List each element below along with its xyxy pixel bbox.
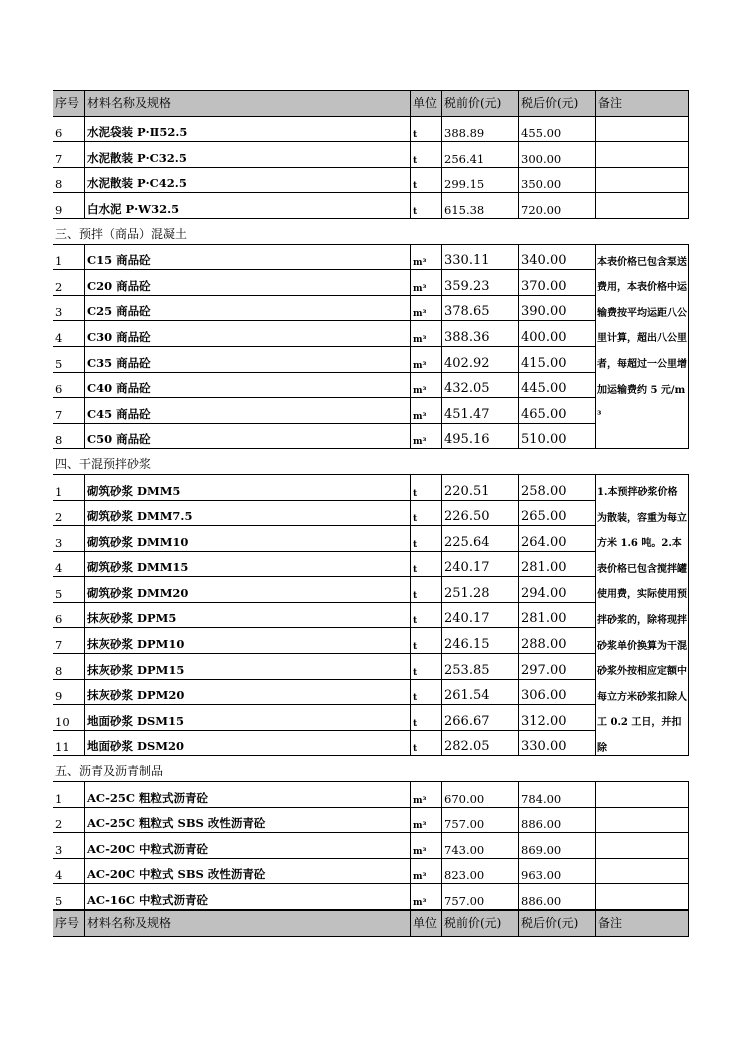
row-name: 砌筑砂浆 DMM7.5 [84,501,410,527]
row-unit: t [410,526,441,552]
row-post-tax: 415.00 [518,347,595,373]
row-name: AC-16C 中粒式沥青砼 [84,884,410,910]
price-table [53,90,689,937]
row-unit: t [410,628,441,654]
row-seq: 11 [53,731,84,757]
section-title [53,449,689,475]
table-row [53,884,689,910]
row-pre-tax: 246.15 [441,628,518,654]
row-pre-tax: 282.05 [441,731,518,757]
table-header-top [53,90,689,117]
row-unit: m³ [410,398,441,424]
row-name: AC-25C 粗粒式 SBS 改性沥青砼 [84,808,410,834]
table-row [53,245,689,271]
row-post-tax: 330.00 [518,731,595,757]
row-seq: 7 [53,628,84,654]
row-seq: 1 [53,245,84,271]
table-row [53,373,689,399]
row-name: 水泥袋装 P·Ⅱ52.5 [84,117,410,143]
row-remark [595,142,689,168]
row-seq: 4 [53,321,84,347]
row-name: 水泥散装 P·C42.5 [84,168,410,194]
row-name: C15 商品砼 [84,245,410,271]
row-unit: m³ [410,808,441,834]
row-seq: 6 [53,603,84,629]
row-post-tax: 350.00 [518,168,595,194]
row-unit: m³ [410,270,441,296]
row-name: C45 商品砼 [84,398,410,424]
table-row [53,552,689,578]
row-name: C50 商品砼 [84,424,410,450]
row-post-tax: 465.00 [518,398,595,424]
row-unit: t [410,731,441,757]
table-header-bottom [53,910,689,937]
table-row [53,833,689,859]
row-pre-tax: 743.00 [441,833,518,859]
row-name: AC-25C 粗粒式沥青砼 [84,782,410,808]
row-pre-tax: 330.11 [441,245,518,271]
section-label: 五、沥青及沥青制品 [55,764,164,779]
row-seq: 3 [53,526,84,552]
row-name: 抹灰砂浆 DPM5 [84,603,410,629]
header-post-tax: 税后价(元) [518,911,595,937]
row-pre-tax: 266.67 [441,705,518,731]
row-post-tax: 265.00 [518,501,595,527]
row-name: 水泥散装 P·C32.5 [84,142,410,168]
table-row [53,705,689,731]
row-post-tax: 288.00 [518,628,595,654]
row-post-tax: 445.00 [518,373,595,399]
header-remark: 备注 [595,911,689,937]
row-seq: 2 [53,808,84,834]
row-seq: 9 [53,193,84,219]
row-remark [595,193,689,219]
row-post-tax: 281.00 [518,552,595,578]
row-unit: m³ [410,296,441,322]
row-post-tax: 312.00 [518,705,595,731]
row-unit: m³ [410,373,441,399]
row-pre-tax: 256.41 [441,142,518,168]
row-seq: 4 [53,859,84,885]
row-seq: 5 [53,577,84,603]
row-unit: m³ [410,347,441,373]
row-post-tax: 886.00 [518,808,595,834]
row-name: 砌筑砂浆 DMM10 [84,526,410,552]
row-post-tax: 963.00 [518,859,595,885]
row-name: 抹灰砂浆 DPM10 [84,628,410,654]
row-pre-tax: 240.17 [441,552,518,578]
row-name: C40 商品砼 [84,373,410,399]
row-seq: 5 [53,347,84,373]
table-row [53,398,689,424]
row-name: AC-20C 中粒式 SBS 改性沥青砼 [84,859,410,885]
row-seq: 8 [53,654,84,680]
table-row [53,603,689,629]
row-seq: 3 [53,833,84,859]
row-post-tax: 400.00 [518,321,595,347]
row-post-tax: 455.00 [518,117,595,143]
row-seq: 10 [53,705,84,731]
header-seq: 序号 [53,91,84,117]
row-unit: t [410,117,441,143]
row-pre-tax: 823.00 [441,859,518,885]
row-pre-tax: 451.47 [441,398,518,424]
row-name: 地面砂浆 DSM20 [84,731,410,757]
row-pre-tax: 359.23 [441,270,518,296]
row-remark [595,884,689,910]
header-name: 材料名称及规格 [84,911,410,937]
row-seq: 9 [53,680,84,706]
row-post-tax: 510.00 [518,424,595,450]
row-name: C30 商品砼 [84,321,410,347]
row-name: C35 商品砼 [84,347,410,373]
row-post-tax: 300.00 [518,142,595,168]
header-remark: 备注 [595,91,689,117]
row-name: 砌筑砂浆 DMM20 [84,577,410,603]
row-name: AC-20C 中粒式沥青砼 [84,833,410,859]
row-pre-tax: 757.00 [441,808,518,834]
table-row [53,270,689,296]
row-unit: t [410,193,441,219]
table-row [53,347,689,373]
row-post-tax: 258.00 [518,475,595,501]
section-title [53,756,689,782]
header-name: 材料名称及规格 [84,91,410,117]
row-pre-tax: 240.17 [441,603,518,629]
row-pre-tax: 388.36 [441,321,518,347]
row-pre-tax: 253.85 [441,654,518,680]
row-remark [595,808,689,834]
section-label: 三、预拌（商品）混凝土 [55,226,188,241]
row-name: 白水泥 P·W32.5 [84,193,410,219]
row-seq: 3 [53,296,84,322]
row-post-tax: 281.00 [518,603,595,629]
row-pre-tax: 432.05 [441,373,518,399]
row-pre-tax: 299.15 [441,168,518,194]
row-name: 抹灰砂浆 DPM15 [84,654,410,680]
row-seq: 8 [53,424,84,450]
row-unit: t [410,501,441,527]
row-post-tax: 297.00 [518,654,595,680]
row-pre-tax: 261.54 [441,680,518,706]
table-row [53,680,689,706]
row-unit: m³ [410,321,441,347]
row-post-tax: 264.00 [518,526,595,552]
row-seq: 5 [53,884,84,910]
table-row [53,501,689,527]
row-name: C25 商品砼 [84,296,410,322]
table-row [53,526,689,552]
header-pre-tax: 税前价(元) [441,911,518,937]
row-pre-tax: 388.89 [441,117,518,143]
row-pre-tax: 757.00 [441,884,518,910]
row-unit: t [410,552,441,578]
table-row [53,193,689,219]
row-unit: m³ [410,424,441,450]
row-post-tax: 306.00 [518,680,595,706]
row-unit: t [410,475,441,501]
row-unit: t [410,654,441,680]
row-pre-tax: 225.64 [441,526,518,552]
row-post-tax: 390.00 [518,296,595,322]
table-row [53,296,689,322]
row-unit: t [410,577,441,603]
table-row [53,424,689,450]
remark-note: 本表价格已包含泵送费用，本表价格中运输费按平均运距八公里计算，超出八公里者，每超过一公里增加运输费约 5 元/m³ [597,256,687,422]
header-pre-tax: 税前价(元) [441,91,518,117]
row-post-tax: 370.00 [518,270,595,296]
row-unit: m³ [410,833,441,859]
row-post-tax: 886.00 [518,884,595,910]
row-post-tax: 294.00 [518,577,595,603]
row-seq: 7 [53,398,84,424]
table-row [53,782,689,808]
row-seq: 6 [53,117,84,143]
remark-note: 1.本预拌砂浆价格为散装，容重为每立方米 1.6 吨。2.本表价格已包含搅拌罐使用费，实际使用预拌砂浆的，除将现拌砂浆单价换算为干混砂浆外按相应定额中每立方米砂浆扣除人工 0.2 工日，并扣除 [597,487,687,754]
table-row [53,654,689,680]
row-post-tax: 869.00 [518,833,595,859]
section-title [53,219,689,245]
row-name: 砌筑砂浆 DMM15 [84,552,410,578]
row-remark [595,782,689,808]
row-seq: 1 [53,475,84,501]
row-post-tax: 720.00 [518,193,595,219]
row-remark [595,859,689,885]
table-row [53,168,689,194]
row-pre-tax: 220.51 [441,475,518,501]
row-post-tax: 340.00 [518,245,595,271]
table-row [53,577,689,603]
table-row [53,808,689,834]
header-unit: 单位 [410,91,441,117]
row-unit: t [410,168,441,194]
table-row [53,731,689,757]
table-row [53,142,689,168]
row-unit: m³ [410,859,441,885]
row-seq: 4 [53,552,84,578]
row-pre-tax: 251.28 [441,577,518,603]
header-unit: 单位 [410,911,441,937]
row-seq: 7 [53,142,84,168]
row-pre-tax: 495.16 [441,424,518,450]
row-name: 地面砂浆 DSM15 [84,705,410,731]
row-pre-tax: 226.50 [441,501,518,527]
row-name: 抹灰砂浆 DPM20 [84,680,410,706]
row-seq: 2 [53,270,84,296]
row-seq: 8 [53,168,84,194]
row-remark [595,168,689,194]
row-seq: 1 [53,782,84,808]
table-row [53,628,689,654]
row-pre-tax: 615.38 [441,193,518,219]
row-pre-tax: 402.92 [441,347,518,373]
header-seq: 序号 [53,911,84,937]
row-seq: 2 [53,501,84,527]
table-row [53,475,689,501]
row-unit: t [410,142,441,168]
row-name: C20 商品砼 [84,270,410,296]
row-pre-tax: 670.00 [441,782,518,808]
table-row [53,321,689,347]
row-name: 砌筑砂浆 DMM5 [84,475,410,501]
row-remark [595,117,689,143]
row-unit: m³ [410,245,441,271]
row-post-tax: 784.00 [518,782,595,808]
row-seq: 6 [53,373,84,399]
row-unit: m³ [410,884,441,910]
row-remark [595,833,689,859]
row-unit: t [410,680,441,706]
row-unit: t [410,705,441,731]
row-unit: t [410,603,441,629]
header-post-tax: 税后价(元) [518,91,595,117]
table-row [53,117,689,143]
row-pre-tax: 378.65 [441,296,518,322]
row-unit: m³ [410,782,441,808]
table-row [53,859,689,885]
section-label: 四、干混预拌砂浆 [55,456,152,471]
